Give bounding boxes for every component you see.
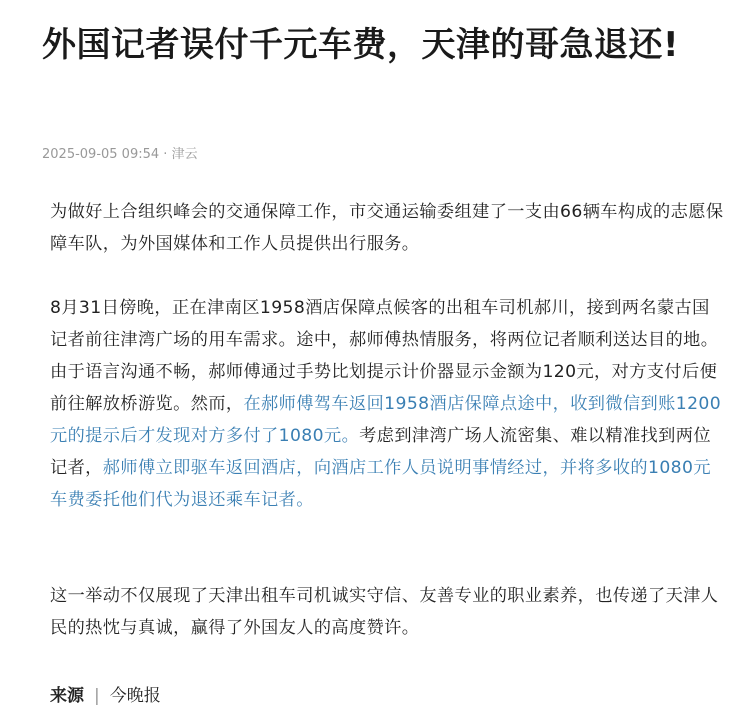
article-meta	[42, 143, 198, 162]
article-paragraph-2	[50, 292, 726, 516]
article-source	[50, 684, 161, 708]
source-label: 来源	[50, 686, 84, 706]
source-name: 今晚报	[109, 686, 161, 706]
paragraph-text: 这一举动不仅展现了天津出租车司机诚实守信、友善专业的职业素养，也传递了天津人民的热忱与真诚，赢得了外国友人的高度赞许。	[50, 586, 719, 638]
meta-separator: ·	[159, 147, 172, 162]
article-paragraph-3	[50, 580, 726, 644]
publisher-name[interactable]: 津云	[171, 147, 198, 162]
highlighted-text: 郝师傅立即驱车返回酒店，向酒店工作人员说明事情经过，并将多收的1080元车费委托他们代为退还乘车记者。	[50, 458, 711, 510]
highlighted-text: 在郝师傅驾车返回1958酒店保障点途中，收到微信到账1200元的提示后才发现对方多付了1080元。	[50, 394, 722, 446]
paragraph-text: 为做好上合组织峰会的交通保障工作，市交通运输委组建了一支由66辆车构成的志愿保障车队，为外国媒体和工作人员提供出行服务。	[50, 202, 724, 254]
publish-datetime: 2025-09-05 09:54	[42, 147, 160, 162]
article-title: 外国记者误付千元车费，天津的哥急退还!	[42, 25, 680, 65]
paragraph-text: 考虑到津湾广场人流密集、难以精准找到两位记者，	[50, 426, 711, 478]
paragraph-text: 8月31日傍晚，正在津南区1958酒店保障点候客的出租车司机郝川，接到两名蒙古国记者前往津湾广场的用车需求。途中，郝师傅热情服务，将两位记者顺利送达目的地。由于语言沟通不畅，郝师傅通过手势比划提示计价器显示金额为120元，对方支付后便前往解放桥游览。然而，	[50, 298, 719, 414]
article-paragraph-1	[50, 196, 726, 260]
source-separator: |	[94, 686, 100, 706]
